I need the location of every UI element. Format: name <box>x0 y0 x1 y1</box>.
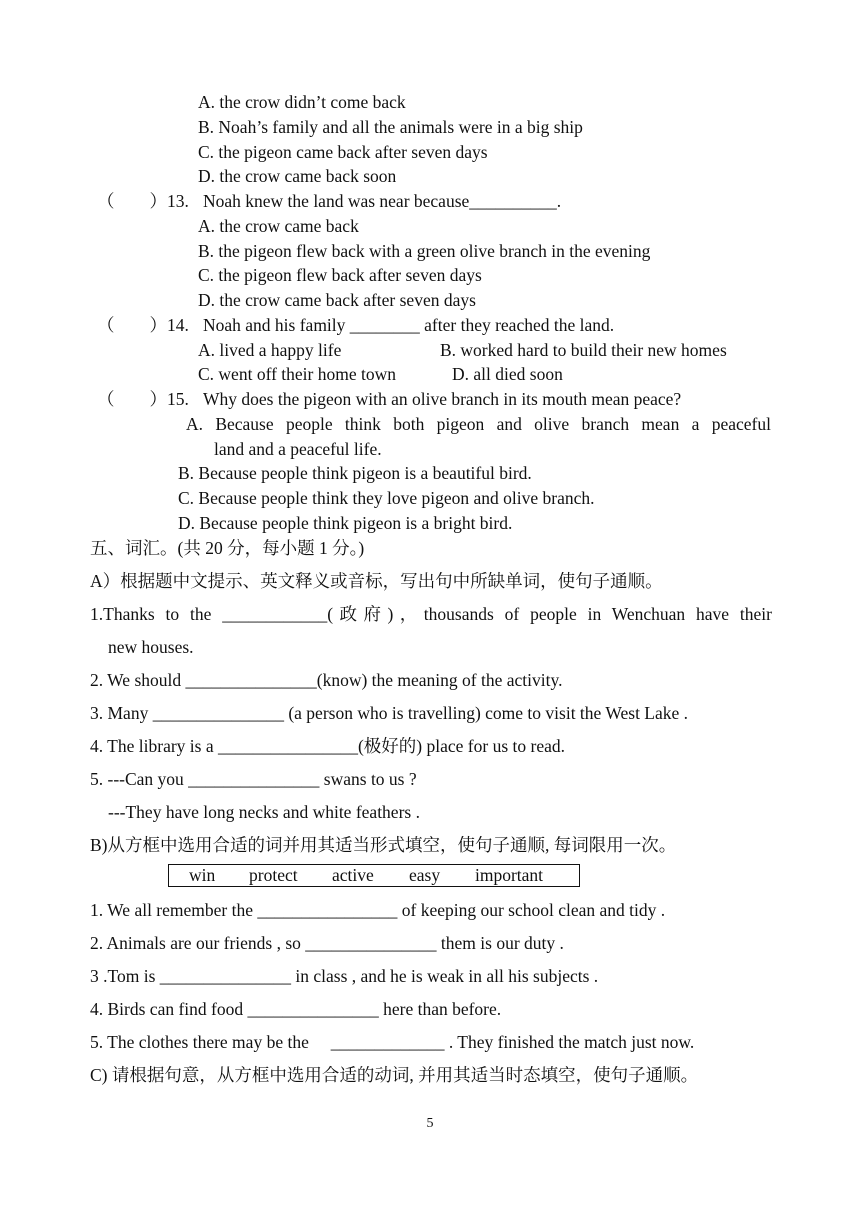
part-b-item-2: 2. Animals are our friends , so _______________ them is our duty . <box>90 933 564 953</box>
q15-stem: Why does the pigeon with an olive branch in its mouth mean peace? <box>203 389 682 409</box>
part-a-item-4: 4. The library is a ________________(极好的) place for us to read. <box>90 736 565 756</box>
part-b-item-4: 4. Birds can find food _______________ here than before. <box>90 999 502 1019</box>
q12-option-b: B. Noah’s family and all the animals were in a big ship <box>198 117 583 137</box>
q13-number: （ ）13. <box>97 191 189 211</box>
q15-option-b: B. Because people think pigeon is a beautiful bird. <box>178 463 532 483</box>
q14-option-d: D. all died soon <box>452 364 563 384</box>
part-a-item-1-cont: new houses. <box>108 637 194 657</box>
q12-option-d: D. the crow came back soon <box>198 166 397 186</box>
part-c-title: C) 请根据句意，从方框中选用合适的动词, 并用其适当时态填空，使句子通顺。 <box>90 1065 699 1085</box>
part-b-item-5: 5. The clothes there may be the _____________ . They finished the match just now. <box>90 1032 695 1052</box>
q14-option-b: B. worked hard to build their new homes <box>440 340 727 360</box>
q13-option-a: A. the crow came back <box>198 216 359 236</box>
q15-number: （ ）15. <box>97 389 189 409</box>
q14-option-c: C. went off their home town <box>198 364 396 384</box>
q13-stem: Noah knew the land was near because__________. <box>203 191 562 211</box>
q14-stem: Noah and his family ________ after they reached the land. <box>203 315 615 335</box>
q12-option-a: A. the crow didn’t come back <box>198 92 406 112</box>
word-box-word: active <box>332 865 374 885</box>
word-box <box>168 864 580 887</box>
part-b-item-3: 3 .Tom is _______________ in class , and he is weak in all his subjects . <box>90 966 599 986</box>
part-b-item-1: 1. We all remember the ________________ of keeping our school clean and tidy . <box>90 900 666 920</box>
q13-option-c: C. the pigeon flew back after seven days <box>198 265 482 285</box>
word-box-word: win <box>189 865 216 885</box>
q15-option-a-line2: land and a peaceful life. <box>214 439 382 459</box>
word-box-word: important <box>475 865 544 885</box>
word-box-word: protect <box>249 865 298 885</box>
q13-option-b: B. the pigeon flew back with a green olive branch in the evening <box>198 241 651 261</box>
part-a-item-2: 2. We should _______________(know) the meaning of the activity. <box>90 670 563 690</box>
word-box-word: easy <box>409 865 441 885</box>
part-a-item-1: 1.Thanks to the ____________(政府)，thousands of people in Wenchuan have their <box>90 604 772 624</box>
part-a-item-5: 5. ---Can you _______________ swans to us ? <box>90 769 417 789</box>
part-a-item-5-reply: ---They have long necks and white feathers . <box>108 802 420 822</box>
q15-option-d: D. Because people think pigeon is a bright bird. <box>178 513 513 533</box>
part-a-item-3: 3. Many _______________ (a person who is travelling) come to visit the West Lake . <box>90 703 689 723</box>
part-a-title: A）根据题中文提示、英文释义或音标，写出句中所缺单词，使句子通顺。 <box>90 571 663 591</box>
q15-option-a-line1: A. Because people think both pigeon and olive branch mean a peaceful <box>186 414 771 434</box>
page-number: 5 <box>426 1116 434 1131</box>
q14-option-a: A. lived a happy life <box>198 340 342 360</box>
q13-option-d: D. the crow came back after seven days <box>198 290 476 310</box>
q14-number: （ ）14. <box>97 315 189 335</box>
part-b-title: B)从方框中选用合适的词并用其适当形式填空，使句子通顺, 每词限用一次。 <box>90 835 677 855</box>
section-title: 五、词汇。(共 20 分，每小题 1 分。) <box>90 538 365 558</box>
q15-option-c: C. Because people think they love pigeon and olive branch. <box>178 488 595 508</box>
q12-option-c: C. the pigeon came back after seven days <box>198 142 488 162</box>
